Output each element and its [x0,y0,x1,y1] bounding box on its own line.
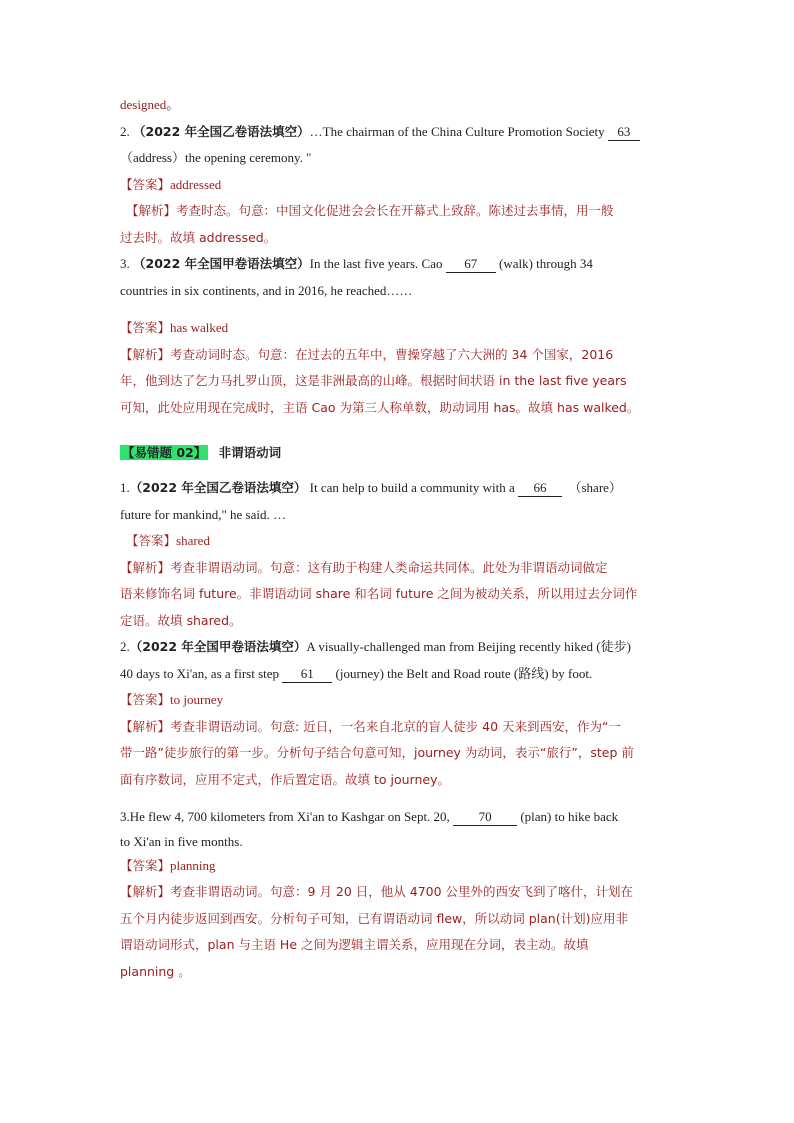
section-heading [120,439,676,467]
analysis-text: 谓语动词形式，plan 与主语 He 之间为逻辑主谓关系，应用现在分词，表主动。故填 [120,937,589,952]
question-text: In the last five years. Cao [309,256,446,271]
analysis-line [120,581,676,608]
question-text: It can help to build a community with a [306,480,518,495]
question-1-nonfinite [120,475,676,502]
analysis-text: 语来修饰名词 future。非谓语动词 share 和名词 future 之间为被动关系，所以用过去分词作 [120,586,638,601]
analysis-line [126,198,676,225]
answer-label: 【答案】 [120,320,171,335]
analysis-line [120,342,676,369]
question-text: countries in six continents, and in 2016, he reached…… [120,282,413,298]
analysis-text: 考查非谓语动词。句意：这有助于构建人类命运共同体。此处为非谓语动词做定 [170,559,608,575]
question-text: 3.He flew 4, 700 kilometers from Xi'an to Kashgar on Sept. 20, [120,809,454,824]
analysis-line [120,740,676,767]
question-number: 2. [120,639,130,654]
analysis-text: 考查时态。句意：中国文化促进会会长在开幕式上致辞。陈述过去事情，用一般 [176,203,614,218]
analysis-line [120,225,676,252]
analysis-text: 考查动词时态。句意：在过去的五年中，曹操穿越了六大洲的 34 个国家，2016 [170,346,614,362]
analysis-label: 【解析】 [120,718,171,734]
question-number: 3. [120,256,130,271]
question-text: future for mankind," he said. … [120,506,286,522]
carryover-punct: 。 [166,97,180,112]
analysis-line [120,395,676,422]
analysis-text: 面有序数词，应用不定式，作后置定语。故填 to journey。 [120,771,450,787]
section-title: 非谓语动词 [218,445,282,460]
answer-value: addressed [170,176,222,192]
question-2-tense [120,119,676,146]
question-text: (walk) through 34 [495,256,593,271]
analysis-line [120,555,676,582]
analysis-line [120,959,676,986]
analysis-text: 五个月内徒步返回到西安。分析句子可知，已有谓语动词 flew，所以动词 plan(计划)应用非 [120,910,628,926]
question-text: (plan) to hike back [517,809,619,824]
analysis-text: 考查非谓语动词。句意: 近日，一名来自北京的盲人徒步 40 天来到西安，作为“一 [170,718,622,734]
answer-line [120,315,676,342]
question-2-tense-cont [120,145,676,172]
question-blank: 70 [453,809,517,826]
question-2-nonfinite [120,634,676,661]
analysis-line [120,879,676,906]
question-number: 2. [120,123,130,139]
question-text: A visually-challenged man from Beijing recently hiked (徒步) [306,639,631,654]
analysis-line [120,906,676,933]
question-1-nonfinite-cont [120,502,676,529]
analysis-text: 年，他到达了乞力马扎罗山顶，这是非洲最高的山峰。根据时间状语 in the last five years [120,373,627,388]
answer-value: planning [170,857,216,873]
answer-line [126,528,676,555]
section-tag-close: 】 [193,445,207,460]
carryover-answer: designed [120,97,167,112]
question-text: (journey) the Belt and Road route (路线) by foot. [332,665,593,681]
section-number: 02 [176,445,194,460]
question-2-nonfinite-cont [120,661,676,688]
question-source: （2022 年全国甲卷语法填空） [129,639,307,654]
analysis-label: 【解析】 [120,346,171,362]
question-text: 40 days to Xi'an, as a first step [120,665,283,681]
analysis-line [120,767,676,794]
question-source: （2022 年全国乙卷语法填空） [133,123,310,139]
answer-label: 【答案】 [120,857,171,873]
question-text: …The chairman of the China Culture Promotion Society [309,123,608,139]
analysis-text: 可知，此处应用现在完成时，主语 Cao 为第三人称单数，助动词用 has。故填 has walked。 [120,399,640,415]
section-tag-open: 【易错题 [122,445,177,460]
analysis-line [120,608,676,635]
question-source: （2022 年全国乙卷语法填空） [129,480,307,495]
question-3-nonfinite-cont [120,831,676,853]
document-content [120,92,676,985]
question-text: to Xi'an in five months. [120,833,243,849]
question-blank: 61 [282,666,332,683]
section-tag [120,445,208,460]
analysis-text: 带一路”徒步旅行的第一步。分析句子结合句意可知，journey 为动词，表示“旅行”，step 前 [120,745,634,760]
question-source: （2022 年全国甲卷语法填空） [133,256,310,271]
answer-label: 【答案】 [120,692,171,707]
question-3-tense [120,251,676,278]
analysis-label: 【解析】 [126,203,177,218]
analysis-label: 【解析】 [120,559,171,575]
analysis-line [120,932,676,959]
answer-value: to journey [170,692,224,707]
question-text: （share） [568,480,622,495]
analysis-text: planning 。 [120,963,191,979]
analysis-text: 考查非谓语动词。句意：9 月 20 日，他从 4700 公里外的西安飞到了喀什，计划在 [170,884,634,899]
answer-line [120,172,676,199]
analysis-label: 【解析】 [120,884,171,899]
question-3-nonfinite [120,804,676,831]
answer-value: has walked [170,320,229,335]
question-blank: 67 [446,256,496,273]
answer-label: 【答案】 [120,176,171,192]
carryover-line [120,92,676,119]
question-blank: 66 [518,480,562,497]
answer-label: 【答案】 [126,533,177,548]
analysis-line [120,714,676,741]
question-number: 1. [120,480,130,495]
answer-line [120,687,676,714]
question-3-tense-cont [120,278,676,305]
answer-value: shared [176,533,210,548]
analysis-line [120,368,676,395]
analysis-text: 过去时。故填 addressed。 [120,229,277,245]
question-text: （address）the opening ceremony. " [120,150,312,165]
answer-line [120,853,676,880]
analysis-text: 定语。故填 shared。 [120,612,242,628]
question-blank: 63 [608,124,640,141]
